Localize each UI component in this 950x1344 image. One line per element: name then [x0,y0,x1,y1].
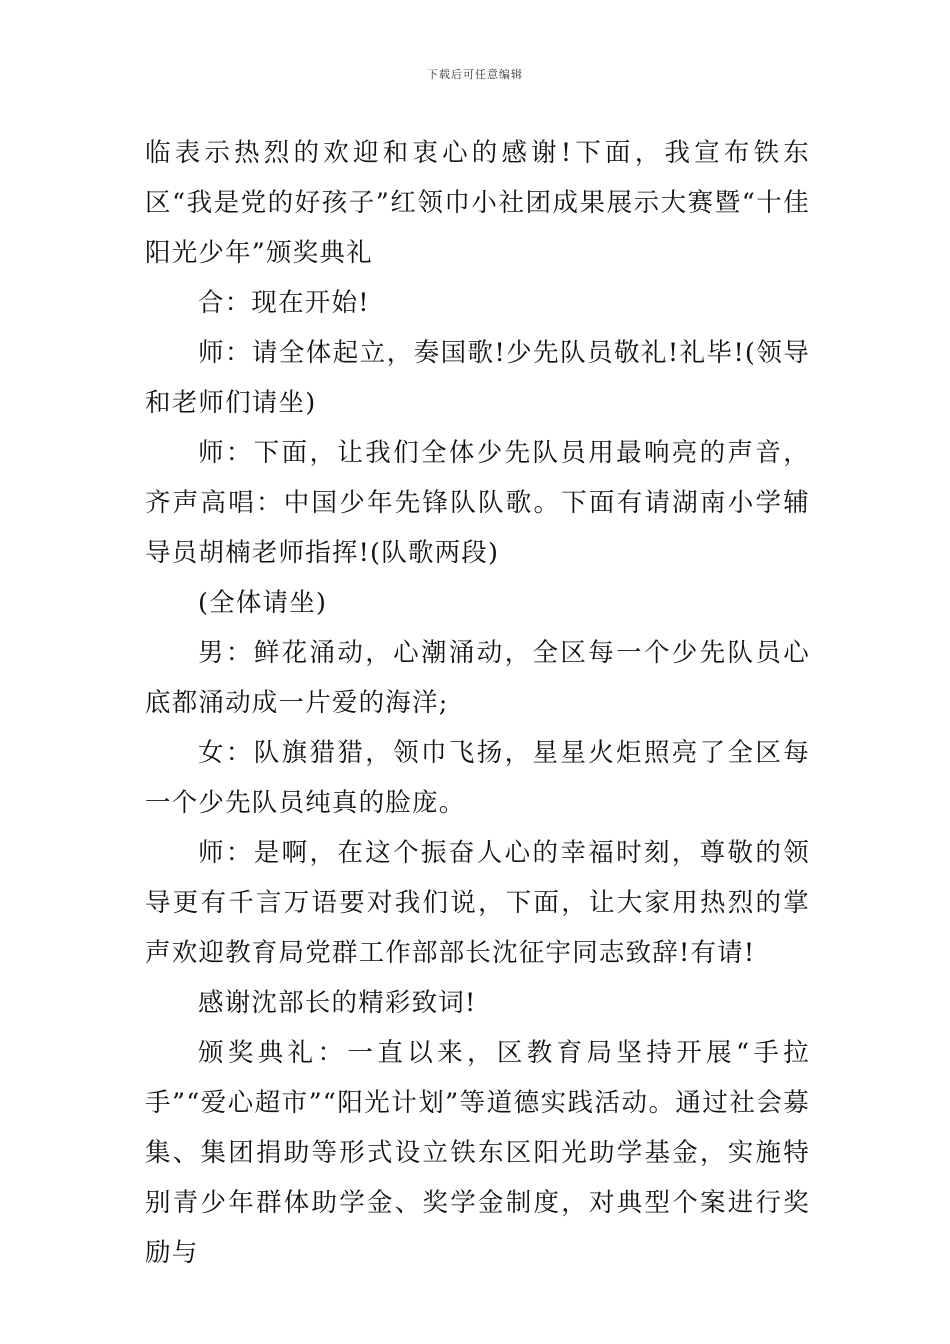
document-body [145,128,810,1278]
paragraph-thanks: 感谢沈部长的精彩致词! [198,988,477,1018]
paragraph-award-ceremony: 颁奖典礼：一直以来，区教育局坚持开展“手拉手”“爱心超市”“阳光计划”等道德实践活动。通过社会募集、集团捐助等形式设立铁东区阳光助学基金，实施特别青少年群体助学金、奖学金制度，对典型个案进行奖励与 [145,1038,810,1268]
page-header-note: 下载后可任意编辑 [427,68,523,81]
paragraph-leader-speech: 师：是啊，在这个振奋人心的幸福时刻，尊敬的领导更有千言万语要对我们说，下面，让大家用热烈的掌声欢迎教育局党群工作部部长沈征宇同志致辞!有请! [145,838,810,968]
paragraph-female-host: 女：队旗猎猎，领巾飞扬，星星火炬照亮了全区每一个少先队员纯真的脸庞。 [145,738,810,818]
paragraph-please-sit: (全体请坐) [198,588,328,618]
paragraph-anthem: 师：请全体起立，奏国歌!少先队员敬礼!礼毕!(领导和老师们请坐) [145,338,810,418]
paragraph-together-start: 合：现在开始! [198,288,370,318]
paragraph-opening: 临表示热烈的欢迎和衷心的感谢!下面，我宣布铁东区“我是党的好孩子”红领巾小社团成果展示大赛暨“十佳阳光少年”颁奖典礼 [145,138,810,268]
paragraph-team-song: 师：下面，让我们全体少先队员用最响亮的声音，齐声高唱：中国少年先锋队队歌。下面有请湖南小学辅导员胡楠老师指挥!(队歌两段) [145,438,810,568]
paragraph-male-host: 男：鲜花涌动，心潮涌动，全区每一个少先队员心底都涌动成一片爱的海洋; [145,638,810,718]
